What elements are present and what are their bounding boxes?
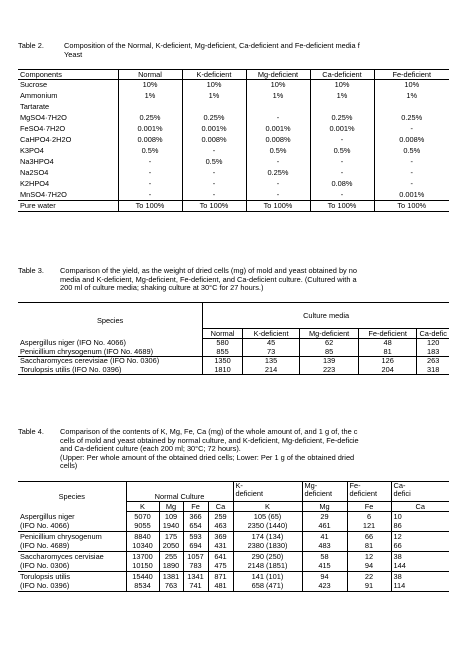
table2-component-cell: CaHPO4·2H2O — [20, 135, 72, 144]
table3-value-cell: 1350 — [203, 357, 243, 366]
table2-component-cell: MgSO4·7H2O — [20, 113, 67, 122]
table4-normal-cell: 9055 — [126, 522, 159, 532]
table2-value-cell: - — [246, 179, 310, 190]
table2-component-cell: K3PO4 — [20, 146, 44, 155]
table2-component-cell: K2HPO4 — [20, 179, 50, 188]
table4-species-cell: (IFO No. 0396) — [18, 582, 126, 592]
table2-value-cell: 0.008% — [246, 135, 310, 146]
table4-normal-cell: 1890 — [159, 562, 183, 572]
table4-normal-cell: 1341 — [183, 572, 208, 582]
table2-value-cell: - — [246, 113, 310, 124]
table2-value-cell — [182, 102, 246, 113]
table3-value-cell: 139 — [300, 357, 359, 366]
table2 — [18, 69, 449, 212]
table2-value-cell: - — [374, 124, 449, 135]
table4-fe-cell: 6 — [347, 512, 391, 522]
table2-value-cell: 10% — [246, 80, 310, 91]
table4-mg-cell: 94 — [302, 572, 347, 582]
table4-mg-cell: 58 — [302, 552, 347, 562]
table4-species-cell: Torulopsis utilis — [18, 572, 126, 582]
table4-normal-cell: 13700 — [126, 552, 159, 562]
header-line: defici — [393, 489, 411, 498]
table3-group-header: Culture media — [203, 303, 449, 329]
table3-body — [18, 339, 449, 375]
table2-value-cell: 1% — [310, 91, 374, 102]
table4-ca-cell: 38 — [391, 552, 449, 562]
table4-caption-line: (Upper: Per whole amount of the obtained dried cells; Lower: Per 1 g of the obtained dried — [60, 452, 355, 462]
header-line: Ca- — [393, 481, 406, 490]
table2-caption-line: Yeast — [64, 49, 83, 59]
table4-caption-line: cells of mold and yeast obtained by normal culture, and K-deficient, Mg-deficient, Fe-deficie — [60, 435, 359, 445]
table2-value-cell: 1% — [246, 91, 310, 102]
table2-value-cell: 0.25% — [182, 113, 246, 124]
table4-subheader-cell: Ca — [391, 502, 449, 512]
table2-value-cell: - — [118, 179, 182, 190]
table2-value-cell: To 100% — [118, 201, 182, 212]
table2-value-cell: 0.5% — [374, 146, 449, 157]
table3-subheader-cell: Fe-deficient — [358, 329, 417, 339]
table4-subheader-cell: Fe — [183, 502, 208, 512]
table2-value-cell: To 100% — [374, 201, 449, 212]
table2-component-cell: Na3HPO4 — [20, 157, 54, 166]
table4-mg-cell: 483 — [302, 542, 347, 552]
table4-fe-cell: 22 — [347, 572, 391, 582]
table3-caption-line: Comparison of the yield, as the weight of dried cells (mg) of mold and yeast obtained by no — [60, 266, 358, 275]
table4-normal-cell: 783 — [183, 562, 208, 572]
table4-fe-header — [347, 482, 391, 502]
table3-header-row — [18, 303, 449, 329]
table4-normal-cell: 255 — [159, 552, 183, 562]
table4-normal-cell: 763 — [159, 582, 183, 592]
table4-label: Table 4. — [18, 427, 44, 436]
table2-value-cell: - — [310, 135, 374, 146]
table2-value-cell: 0.5% — [182, 157, 246, 168]
table3-subheader-cell: K-deficient — [242, 329, 299, 339]
table3-value-cell: 126 — [358, 357, 417, 366]
table4-species-cell: Saccharomyces cervisiae — [18, 552, 126, 562]
table4-normal-cell: 1381 — [159, 572, 183, 582]
table2-value-cell: To 100% — [246, 201, 310, 212]
table3-value-cell: 223 — [300, 366, 359, 375]
table4-ca-cell: 38 — [391, 572, 449, 582]
table3-value-cell: 62 — [300, 339, 359, 348]
table2-row — [18, 102, 449, 113]
table4-row — [18, 582, 449, 592]
table2-value-cell: 1% — [182, 91, 246, 102]
table2-row — [18, 201, 449, 212]
table2-caption — [18, 42, 449, 62]
table4-normal-cell: 175 — [159, 532, 183, 542]
table2-header-cell: Components — [18, 70, 118, 80]
table3-subheader-cell: Mg-deficient — [300, 329, 359, 339]
table4-fe-cell: 94 — [347, 562, 391, 572]
table3-value-cell: 580 — [203, 339, 243, 348]
table2-value-cell: 0.08% — [310, 179, 374, 190]
table4-fe-cell: 12 — [347, 552, 391, 562]
table4-mg-cell: 29 — [302, 512, 347, 522]
table4-mg-cell: 415 — [302, 562, 347, 572]
table2-value-cell: To 100% — [310, 201, 374, 212]
table4-normal-cell: 10340 — [126, 542, 159, 552]
table2-label: Table 2. — [18, 41, 44, 50]
table2-value-cell: - — [310, 157, 374, 168]
table4-row — [18, 572, 449, 582]
table2-row — [18, 113, 449, 124]
table4-subheader-cell: K — [233, 502, 302, 512]
table4-k-cell: 141 (101) — [233, 572, 302, 582]
table3-caption-line: 200 ml of culture media; shaking culture at 30°C for 27 hours.) — [60, 283, 264, 293]
table3-subheader-cell: Normal — [203, 329, 243, 339]
table3-species-header: Species — [18, 303, 203, 339]
table4-subheader-cell: Mg — [159, 502, 183, 512]
table2-value-cell: 0.008% — [182, 135, 246, 146]
table2-row — [18, 135, 449, 146]
table2-header-cell: K-deficient — [182, 70, 246, 80]
table3-subheader-cell: Ca-defic — [417, 329, 449, 339]
table2-value-cell: - — [118, 190, 182, 201]
table3-value-cell: 204 — [358, 366, 417, 375]
table3 — [18, 302, 449, 375]
table4-species-cell: (IFO No. 4689) — [20, 541, 70, 551]
table2-value-cell: - — [310, 168, 374, 179]
table2-value-cell: - — [374, 168, 449, 179]
table2-value-cell: To 100% — [182, 201, 246, 212]
table4-species-cell: (IFO No. 0306) — [20, 561, 70, 571]
table3-value-cell: 135 — [242, 357, 299, 366]
table2-header-cell: Fe-deficient — [374, 70, 449, 80]
table2-value-cell: 0.25% — [374, 113, 449, 124]
table4-caption-line: cells) — [60, 461, 78, 471]
table4 — [18, 481, 449, 592]
table4-row — [18, 522, 449, 532]
table4-mg-cell: 423 — [302, 582, 347, 592]
table2-row — [18, 124, 449, 135]
table2-component-cell: MnSO4·7H2O — [20, 189, 67, 199]
table2-value-cell: - — [182, 168, 246, 179]
table2-header-cell: Normal — [118, 70, 182, 80]
table4-ca-cell: 12 — [391, 532, 449, 542]
table3-value-cell: 1810 — [203, 366, 243, 375]
table2-component-cell: Tartarate — [20, 102, 50, 111]
table2-value-cell: 0.001% — [118, 124, 182, 135]
table2-value-cell: - — [182, 190, 246, 201]
header-line: deficient — [349, 489, 378, 498]
table2-value-cell: 10% — [310, 80, 374, 91]
table2-body — [18, 80, 449, 212]
table2-caption-line: Composition of the Normal, K-deficient, Mg-deficient, Ca-deficient and Fe-deficient media f — [64, 41, 360, 50]
header-line: deficient — [235, 489, 264, 498]
header-line: Fe- — [349, 481, 361, 490]
table3-value-cell: 81 — [358, 348, 417, 357]
table2-value-cell: - — [246, 190, 310, 201]
table4-species-header: Species — [18, 482, 126, 512]
table4-fe-cell: 121 — [347, 522, 391, 532]
table4-normal-cell: 654 — [183, 522, 208, 532]
table4-caption-line: and Ca-deficient culture (each 200 ml; 30°C; 72 hours). — [60, 444, 241, 454]
table2-value-cell: 1% — [118, 91, 182, 102]
table4-row — [18, 542, 449, 552]
table4-ca-cell: 144 — [391, 562, 449, 572]
table2-value-cell: - — [118, 168, 182, 179]
table4-row — [18, 562, 449, 572]
table3-value-cell: 855 — [203, 348, 243, 357]
table2-value-cell: 0.5% — [118, 146, 182, 157]
table4-k-cell: 2380 (1830) — [233, 542, 302, 552]
table4-k-cell: 105 (65) — [233, 512, 302, 522]
table4-ca-header — [391, 482, 449, 502]
table3-species-cell: Penicillium chrysogenum (IFO No. 4689) — [20, 346, 154, 356]
table4-normal-cell: 463 — [208, 522, 233, 532]
table2-value-cell: 10% — [118, 80, 182, 91]
table2-value-cell: 0.008% — [374, 135, 449, 146]
table3-species-cell: Aspergillus niger (IFO No. 4066) — [20, 338, 126, 347]
table2-header-cell: Mg-deficient — [246, 70, 310, 80]
table2-value-cell: 1% — [374, 91, 449, 102]
table2-value-cell: 10% — [374, 80, 449, 91]
table4-normal-cell: 481 — [208, 582, 233, 592]
table4-fe-cell: 91 — [347, 582, 391, 592]
table4-normal-cell: 15440 — [126, 572, 159, 582]
table3-label: Table 3. — [18, 266, 44, 275]
table2-value-cell: 0.001% — [182, 124, 246, 135]
table4-subheader-cell: Mg — [302, 502, 347, 512]
table2-value-cell: - — [118, 157, 182, 168]
table2-component-cell: Ammonium — [20, 91, 58, 100]
table2-value-cell: - — [374, 157, 449, 168]
table3-value-cell: 120 — [417, 339, 449, 348]
table4-normal-cell: 8534 — [126, 582, 159, 592]
table4-subheader-cell: Ca — [208, 502, 233, 512]
table2-row — [18, 157, 449, 168]
table2-value-cell — [310, 102, 374, 113]
table4-normal-cell: 109 — [159, 512, 183, 522]
table4-normal-cell: 593 — [183, 532, 208, 542]
table4-subheader-cell: K — [126, 502, 159, 512]
table3-value-cell: 318 — [417, 366, 449, 375]
table2-value-cell — [374, 102, 449, 113]
table2-value-cell: - — [182, 146, 246, 157]
table2-value-cell: 0.001% — [246, 124, 310, 135]
table4-normal-cell: 641 — [208, 552, 233, 562]
table4-mg-cell: 461 — [302, 522, 347, 532]
table4-normal-cell: 5070 — [126, 512, 159, 522]
table2-component-cell: FeSO4·7H2O — [20, 124, 66, 133]
table3-value-cell: 214 — [242, 366, 299, 375]
table3-species-cell: Torulopsis utilis (IFO No. 0396) — [18, 366, 203, 375]
table2-value-cell: 10% — [182, 80, 246, 91]
table2-component-cell: Na2SO4 — [20, 168, 49, 177]
table3-value-cell: 263 — [417, 357, 449, 366]
table2-value-cell: - — [182, 179, 246, 190]
table4-k-cell: 290 (250) — [233, 552, 302, 562]
table4-normal-cell: 369 — [208, 532, 233, 542]
table4-ca-cell: 10 — [391, 512, 449, 522]
table3-caption-line: media and K-deficient, Mg-deficient, Fe-deficient, and Ca-deficient culture. (Cultured with a — [60, 274, 357, 284]
table4-species-cell: Penicillium chrysogenum — [18, 532, 126, 542]
table4-normal-cell: 8840 — [126, 532, 159, 542]
table4-row — [18, 552, 449, 562]
table2-value-cell: 0.001% — [310, 124, 374, 135]
table4-normal-cell: 259 — [208, 512, 233, 522]
table4-ca-cell: 86 — [391, 522, 449, 532]
table4-normal-cell: 741 — [183, 582, 208, 592]
table2-value-cell: 0.008% — [118, 135, 182, 146]
table4-fe-cell: 66 — [347, 532, 391, 542]
table2-value-cell: - — [246, 157, 310, 168]
table2-row — [18, 179, 449, 190]
table3-row — [18, 348, 449, 357]
table2-value-cell: 0.001% — [374, 190, 449, 201]
table4-normal-cell: 431 — [208, 542, 233, 552]
table2-header-row — [18, 70, 449, 80]
table2-row — [18, 80, 449, 91]
table4-normal-header: Normal Culture — [126, 482, 233, 502]
table3-value-cell: 183 — [417, 348, 449, 357]
table4-species-cell: Aspergillus niger — [20, 511, 75, 521]
table4-caption-line: Comparison of the contents of K, Mg, Fe, Ca (mg) of the whole amount of, and 1 g of, the c — [60, 427, 358, 436]
table4-normal-cell: 366 — [183, 512, 208, 522]
table3-value-cell: 85 — [300, 348, 359, 357]
table4-ca-cell: 114 — [391, 582, 449, 592]
table4-species-cell: (IFO No. 4066) — [20, 521, 70, 531]
table2-value-cell: - — [374, 179, 449, 190]
table4-body — [18, 512, 449, 592]
table4-subheader-cell: Fe — [347, 502, 391, 512]
table4-normal-cell: 871 — [208, 572, 233, 582]
table2-row — [18, 146, 449, 157]
table4-normal-cell: 2050 — [159, 542, 183, 552]
table4-k-cell: 2350 (1440) — [233, 522, 302, 532]
table4-k-cell: 174 (134) — [233, 532, 302, 542]
table3-value-cell: 45 — [242, 339, 299, 348]
table2-row — [18, 168, 449, 179]
table2-value-cell — [246, 102, 310, 113]
table3-value-cell: 48 — [358, 339, 417, 348]
table2-value-cell: - — [310, 190, 374, 201]
header-line: Mg- — [304, 481, 318, 490]
table4-mg-cell: 41 — [302, 532, 347, 542]
table2-value-cell: 0.5% — [246, 146, 310, 157]
table3-species-cell: Saccharomyces cerevisiae (IFO No. 0306) — [18, 357, 203, 366]
table4-normal-cell: 1940 — [159, 522, 183, 532]
table4-ca-cell: 66 — [391, 542, 449, 552]
table3-caption — [18, 267, 449, 295]
table3-row — [18, 366, 449, 375]
table4-k-header — [233, 482, 302, 502]
table2-value-cell: 0.25% — [246, 168, 310, 179]
table4-k-cell: 2148 (1851) — [233, 562, 302, 572]
header-line: K- — [235, 481, 243, 490]
table2-value-cell: 0.5% — [310, 146, 374, 157]
table4-normal-cell: 694 — [183, 542, 208, 552]
table4-k-cell: 658 (471) — [233, 582, 302, 592]
table3-value-cell: 73 — [242, 348, 299, 357]
table4-header-row — [18, 482, 449, 502]
table2-value-cell: 0.25% — [310, 113, 374, 124]
table4-normal-cell: 10150 — [126, 562, 159, 572]
table2-value-cell — [118, 102, 182, 113]
table2-row — [18, 190, 449, 201]
table4-caption — [18, 428, 449, 474]
header-line: deficient — [304, 489, 333, 498]
table4-normal-cell: 475 — [208, 562, 233, 572]
table2-component-cell: Sucrose — [20, 80, 48, 90]
table4-fe-cell: 81 — [347, 542, 391, 552]
table4-row — [18, 532, 449, 542]
table4-normal-cell: 1057 — [183, 552, 208, 562]
table2-row — [18, 91, 449, 102]
table2-component-cell: Pure water — [18, 201, 118, 212]
table4-mg-header — [302, 482, 347, 502]
table4-row — [18, 512, 449, 522]
table2-header-cell: Ca-deficient — [310, 70, 374, 80]
table2-value-cell: 0.25% — [118, 113, 182, 124]
